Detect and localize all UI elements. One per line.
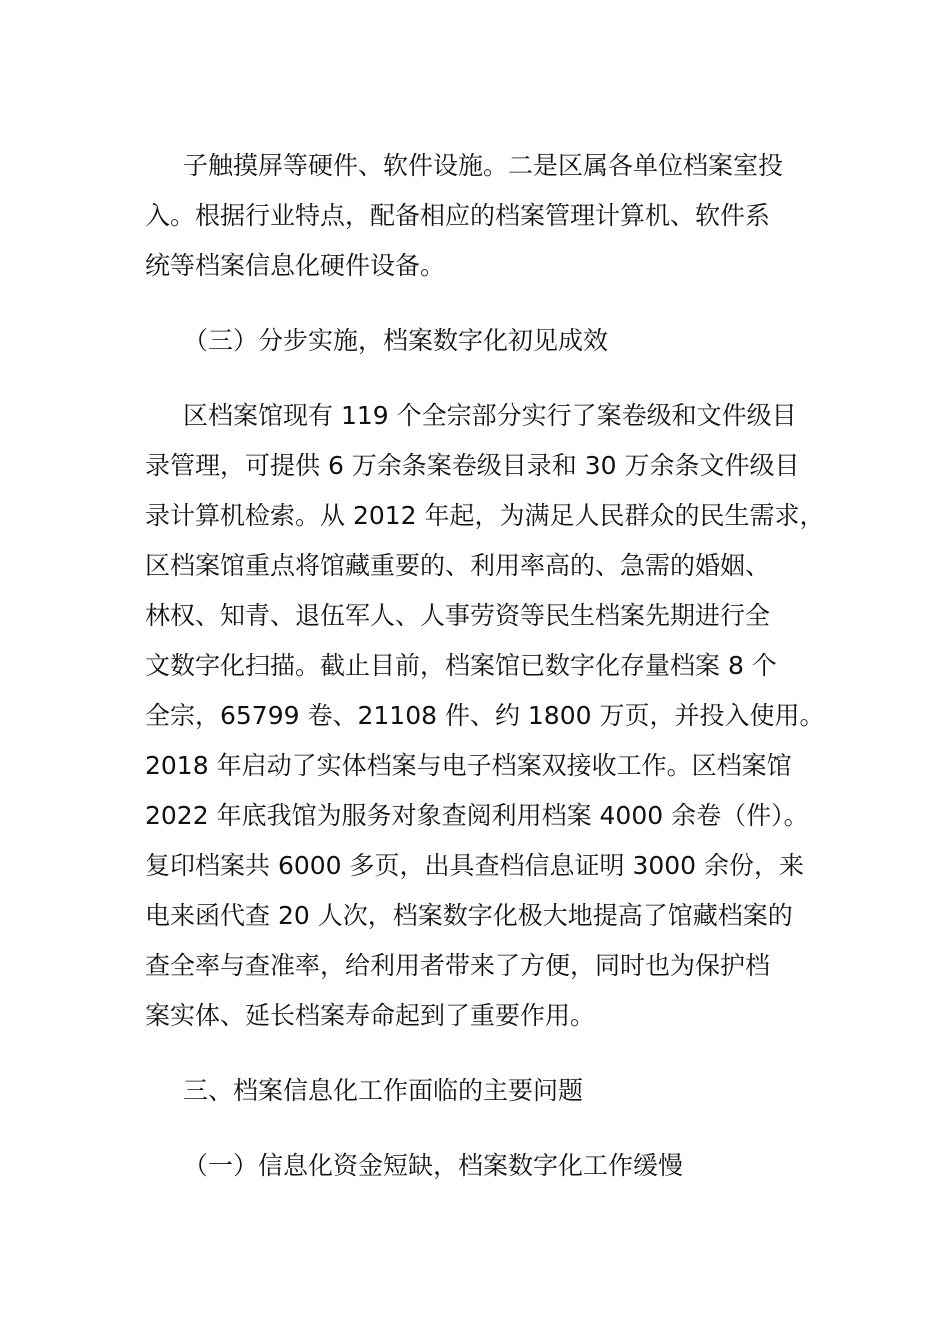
- paragraph-line: 子触摸屏等硬件、软件设施。二是区属各单位档案室投: [183, 151, 784, 180]
- paragraph-line: 2022 年底我馆为服务对象查阅利用档案 4000 余卷（件）。: [145, 801, 809, 830]
- paragraph-line: 复印档案共 6000 多页，出具查档信息证明 3000 余份，来: [145, 851, 805, 880]
- section-heading: 三、档案信息化工作面临的主要问题: [183, 1076, 584, 1105]
- paragraph-line: 入。根据行业特点，配备相应的档案管理计算机、软件系: [145, 201, 771, 230]
- paragraph-line: 全宗，65799 卷、21108 件、约 1800 万页，并投入使用。: [145, 701, 825, 730]
- paragraph-line: 电来函代查 20 人次，档案数字化极大地提高了馆藏档案的: [145, 901, 793, 930]
- paragraph-line: 统等档案信息化硬件设备。: [145, 251, 446, 280]
- paragraph-line: 录管理，可提供 6 万余条案卷级目录和 30 万余条文件级目: [145, 451, 800, 480]
- section-heading: （三）分步实施，档案数字化初见成效: [183, 326, 609, 355]
- subsection-heading: （一）信息化资金短缺，档案数字化工作缓慢: [183, 1151, 684, 1180]
- paragraph-line: 文数字化扫描。截止目前，档案馆已数字化存量档案 8 个: [145, 651, 777, 680]
- paragraph-line: 区档案馆现有 119 个全宗部分实行了案卷级和文件级目: [183, 401, 797, 430]
- paragraph-line: 查全率与查准率，给利用者带来了方便，同时也为保护档: [145, 951, 771, 980]
- paragraph-line: 案实体、延长档案寿命起到了重要作用。: [145, 1001, 596, 1030]
- paragraph-line: 林权、知青、退伍军人、人事劳资等民生档案先期进行全: [145, 601, 771, 630]
- paragraph-line: 录计算机检索。从 2012 年起，为满足人民群众的民生需求，: [145, 501, 825, 530]
- paragraph-line: 2018 年启动了实体档案与电子档案双接收工作。区档案馆: [145, 751, 792, 780]
- paragraph-line: 区档案馆重点将馆藏重要的、利用率高的、急需的婚姻、: [145, 551, 771, 580]
